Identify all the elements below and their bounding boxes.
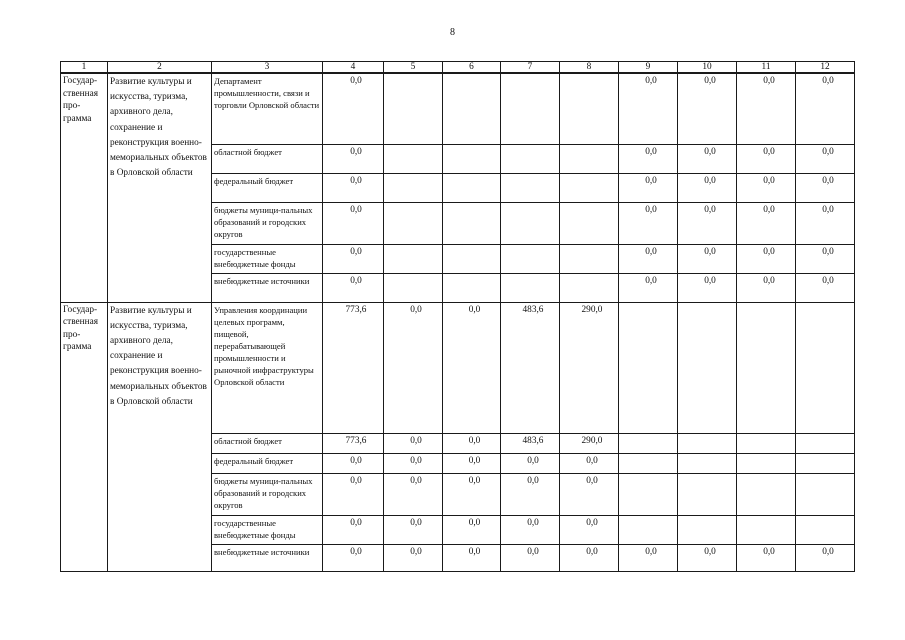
- value-cell-col-5: 0,0: [384, 473, 443, 515]
- value-cell-col-8: [560, 173, 619, 202]
- column-header-2: 2: [108, 62, 212, 74]
- value-cell-col-9: 0,0: [619, 273, 678, 302]
- value-cell-col-4: 0,0: [323, 73, 384, 144]
- value-cell-col-12: 0,0: [796, 544, 855, 571]
- value-cell-col-12: 0,0: [796, 273, 855, 302]
- value-cell-col-7: [501, 244, 560, 273]
- value-cell-col-4: 0,0: [323, 144, 384, 173]
- page-number: 8: [450, 27, 455, 38]
- program-type-cell: Государ- ственная про- грамма: [61, 73, 108, 302]
- value-cell-col-10: [678, 302, 737, 433]
- value-cell-col-8: [560, 273, 619, 302]
- column-header-12: 12: [796, 62, 855, 74]
- value-cell-col-5: 0,0: [384, 302, 443, 433]
- value-cell-col-12: 0,0: [796, 144, 855, 173]
- value-cell-col-6: [443, 73, 501, 144]
- value-cell-col-8: 0,0: [560, 473, 619, 515]
- value-cell-col-12: [796, 515, 855, 544]
- value-cell-col-5: [384, 273, 443, 302]
- column-header-4: 4: [323, 62, 384, 74]
- executor-cell: государственные внебюджетные фонды: [212, 244, 323, 273]
- value-cell-col-9: [619, 515, 678, 544]
- value-cell-col-8: [560, 202, 619, 244]
- value-cell-col-9: [619, 302, 678, 433]
- value-cell-col-12: [796, 473, 855, 515]
- value-cell-col-10: [678, 515, 737, 544]
- value-cell-col-5: [384, 73, 443, 144]
- value-cell-col-7: [501, 144, 560, 173]
- value-cell-col-12: 0,0: [796, 173, 855, 202]
- executor-cell: областной бюджет: [212, 433, 323, 453]
- value-cell-col-6: [443, 173, 501, 202]
- value-cell-col-10: 0,0: [678, 244, 737, 273]
- executor-cell: областной бюджет: [212, 144, 323, 173]
- value-cell-col-11: [737, 453, 796, 473]
- value-cell-col-11: 0,0: [737, 202, 796, 244]
- value-cell-col-6: 0,0: [443, 302, 501, 433]
- value-cell-col-11: 0,0: [737, 544, 796, 571]
- column-header-10: 10: [678, 62, 737, 74]
- value-cell-col-5: 0,0: [384, 453, 443, 473]
- value-cell-col-7: [501, 202, 560, 244]
- value-cell-col-4: 0,0: [323, 273, 384, 302]
- value-cell-col-11: 0,0: [737, 244, 796, 273]
- value-cell-col-4: 0,0: [323, 173, 384, 202]
- value-cell-col-8: 290,0: [560, 433, 619, 453]
- value-cell-col-10: [678, 433, 737, 453]
- value-cell-col-10: [678, 453, 737, 473]
- executor-cell: Департамент промышленности, связи и торговли Орловской области: [212, 73, 323, 144]
- executor-cell: федеральный бюджет: [212, 453, 323, 473]
- value-cell-col-6: 0,0: [443, 453, 501, 473]
- value-cell-col-7: [501, 73, 560, 144]
- value-cell-col-7: 0,0: [501, 544, 560, 571]
- value-cell-col-6: [443, 244, 501, 273]
- value-cell-col-9: 0,0: [619, 173, 678, 202]
- table-row: [61, 73, 855, 144]
- value-cell-col-8: [560, 244, 619, 273]
- value-cell-col-4: 0,0: [323, 473, 384, 515]
- value-cell-col-8: 290,0: [560, 302, 619, 433]
- value-cell-col-10: [678, 473, 737, 515]
- program-type-cell: Государ- ственная про- грамма: [61, 302, 108, 571]
- value-cell-col-6: [443, 202, 501, 244]
- value-cell-col-7: [501, 273, 560, 302]
- value-cell-col-11: [737, 302, 796, 433]
- program-name-cell: Развитие культуры и искусства, туризма, архивного дела, сохранение и реконструкция военно-мемориальных объектов в Орловской области: [108, 73, 212, 302]
- value-cell-col-11: 0,0: [737, 144, 796, 173]
- value-cell-col-6: [443, 144, 501, 173]
- value-cell-col-11: 0,0: [737, 273, 796, 302]
- value-cell-col-8: 0,0: [560, 544, 619, 571]
- value-cell-col-6: 0,0: [443, 544, 501, 571]
- value-cell-col-10: 0,0: [678, 273, 737, 302]
- value-cell-col-4: 0,0: [323, 453, 384, 473]
- value-cell-col-5: [384, 173, 443, 202]
- table-row: [61, 302, 855, 433]
- value-cell-col-12: 0,0: [796, 244, 855, 273]
- value-cell-col-8: [560, 144, 619, 173]
- program-name-cell: Развитие культуры и искусства, туризма, архивного дела, сохранение и реконструкция военно-мемориальных объектов в Орловской области: [108, 302, 212, 571]
- executor-cell: бюджеты муници-пальных образований и городских округов: [212, 202, 323, 244]
- value-cell-col-7: 483,6: [501, 302, 560, 433]
- value-cell-col-8: [560, 73, 619, 144]
- executor-cell: внебюджетные источники: [212, 273, 323, 302]
- value-cell-col-9: [619, 433, 678, 453]
- value-cell-col-7: 483,6: [501, 433, 560, 453]
- value-cell-col-4: 0,0: [323, 244, 384, 273]
- value-cell-col-9: 0,0: [619, 73, 678, 144]
- value-cell-col-11: [737, 433, 796, 453]
- value-cell-col-5: [384, 244, 443, 273]
- value-cell-col-8: 0,0: [560, 515, 619, 544]
- value-cell-col-10: 0,0: [678, 144, 737, 173]
- value-cell-col-5: [384, 144, 443, 173]
- value-cell-col-11: 0,0: [737, 173, 796, 202]
- value-cell-col-9: 0,0: [619, 244, 678, 273]
- column-header-1: 1: [61, 62, 108, 74]
- value-cell-col-4: 0,0: [323, 515, 384, 544]
- value-cell-col-7: 0,0: [501, 473, 560, 515]
- executor-cell: государственные внебюджетные фонды: [212, 515, 323, 544]
- column-header-11: 11: [737, 62, 796, 74]
- value-cell-col-9: 0,0: [619, 544, 678, 571]
- value-cell-col-6: [443, 273, 501, 302]
- value-cell-col-9: [619, 473, 678, 515]
- executor-cell: федеральный бюджет: [212, 173, 323, 202]
- value-cell-col-9: 0,0: [619, 144, 678, 173]
- value-cell-col-5: [384, 202, 443, 244]
- value-cell-col-5: 0,0: [384, 544, 443, 571]
- value-cell-col-5: 0,0: [384, 515, 443, 544]
- executor-cell: бюджеты муници-пальных образований и городских округов: [212, 473, 323, 515]
- value-cell-col-6: 0,0: [443, 433, 501, 453]
- value-cell-col-10: 0,0: [678, 544, 737, 571]
- value-cell-col-10: 0,0: [678, 202, 737, 244]
- value-cell-col-11: [737, 515, 796, 544]
- column-header-6: 6: [443, 62, 501, 74]
- value-cell-col-12: [796, 433, 855, 453]
- value-cell-col-12: [796, 453, 855, 473]
- value-cell-col-5: 0,0: [384, 433, 443, 453]
- value-cell-col-7: 0,0: [501, 453, 560, 473]
- header-row: [61, 62, 855, 74]
- column-header-9: 9: [619, 62, 678, 74]
- value-cell-col-10: 0,0: [678, 173, 737, 202]
- executor-cell: Управления координации целевых программ, пищевой, перерабатывающей промышленности и рыночной инфраструктуры Орловской области: [212, 302, 323, 433]
- budget-table: [60, 61, 855, 572]
- value-cell-col-4: 773,6: [323, 433, 384, 453]
- value-cell-col-6: 0,0: [443, 473, 501, 515]
- value-cell-col-9: 0,0: [619, 202, 678, 244]
- value-cell-col-8: 0,0: [560, 453, 619, 473]
- value-cell-col-12: 0,0: [796, 73, 855, 144]
- value-cell-col-11: 0,0: [737, 73, 796, 144]
- column-header-5: 5: [384, 62, 443, 74]
- value-cell-col-6: 0,0: [443, 515, 501, 544]
- executor-cell: внебюджетные источники: [212, 544, 323, 571]
- value-cell-col-9: [619, 453, 678, 473]
- value-cell-col-11: [737, 473, 796, 515]
- value-cell-col-4: 0,0: [323, 202, 384, 244]
- value-cell-col-4: 773,6: [323, 302, 384, 433]
- value-cell-col-4: 0,0: [323, 544, 384, 571]
- column-header-3: 3: [212, 62, 323, 74]
- column-header-7: 7: [501, 62, 560, 74]
- value-cell-col-7: 0,0: [501, 515, 560, 544]
- value-cell-col-12: 0,0: [796, 202, 855, 244]
- value-cell-col-7: [501, 173, 560, 202]
- column-header-8: 8: [560, 62, 619, 74]
- value-cell-col-12: [796, 302, 855, 433]
- value-cell-col-10: 0,0: [678, 73, 737, 144]
